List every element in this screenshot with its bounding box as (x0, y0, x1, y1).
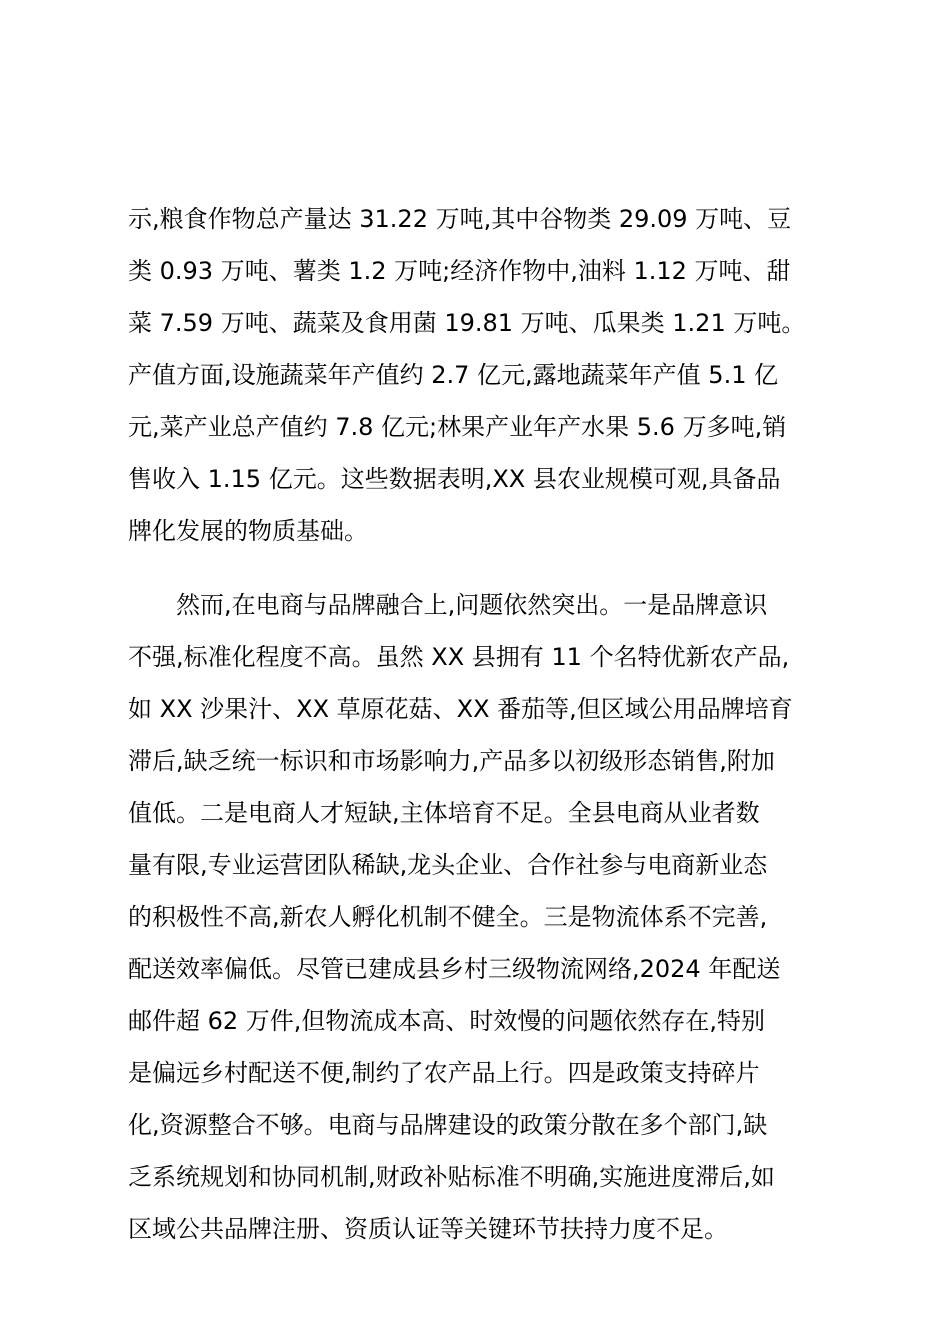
text-line: 示,粮食作物总产量达 31.22 万吨,其中谷物类 29.09 万吨、豆 (128, 205, 792, 233)
text-line: 乏系统规划和协同机制,财政补贴标准不明确,实施进度滞后,如 (128, 1163, 775, 1191)
paragraph-problems (128, 579, 822, 1255)
text-line: 如 XX 沙果汁、XX 草原花菇、XX 番茄等,但区域公用品牌培育 (128, 695, 793, 723)
text-line: 量有限,专业运营团队稀缺,龙头企业、合作社参与电商新业态 (128, 851, 768, 879)
text-line: 元,菜产业总产值约 7.8 亿元;林果产业年产水果 5.6 万多吨,销 (128, 413, 787, 441)
paragraph-spacer (128, 557, 822, 579)
paragraph-production-data (128, 193, 822, 557)
text-line: 化,资源整合不够。电商与品牌建设的政策分散在多个部门,缺 (128, 1111, 768, 1139)
text-line: 然而,在电商与品牌融合上,问题依然突出。一是品牌意识 (128, 591, 768, 619)
text-line: 类 0.93 万吨、薯类 1.2 万吨;经济作物中,油料 1.12 万吨、甜 (128, 257, 791, 285)
text-line: 的积极性不高,新农人孵化机制不健全。三是物流体系不完善, (128, 903, 768, 931)
text-line: 配送效率偏低。尽管已建成县乡村三级物流网络,2024 年配送 (128, 955, 781, 983)
text-line: 值低。二是电商人才短缺,主体培育不足。全县电商从业者数 (128, 799, 760, 827)
text-line: 牌化发展的物质基础。 (128, 517, 368, 545)
text-line: 菜 7.59 万吨、蔬菜及食用菌 19.81 万吨、瓜果类 1.21 万吨。 (128, 309, 806, 337)
text-line: 区域公共品牌注册、资质认证等关键环节扶持力度不足。 (128, 1215, 728, 1243)
text-line: 邮件超 62 万件,但物流成本高、时效慢的问题依然存在,特别 (128, 1007, 766, 1035)
text-line: 售收入 1.15 亿元。这些数据表明,XX 县农业规模可观,具备品 (128, 465, 781, 493)
text-line: 不强,标准化程度不高。虽然 XX 县拥有 11 个名特优新农产品, (128, 643, 790, 671)
text-line: 产值方面,设施蔬菜年产值约 2.7 亿元,露地蔬菜年产值 5.1 亿 (128, 361, 779, 389)
text-line: 滞后,缺乏统一标识和市场影响力,产品多以初级形态销售,附加 (128, 747, 775, 775)
document-body (128, 193, 822, 1255)
text-line: 是偏远乡村配送不便,制约了农产品上行。四是政策支持碎片 (128, 1059, 760, 1087)
